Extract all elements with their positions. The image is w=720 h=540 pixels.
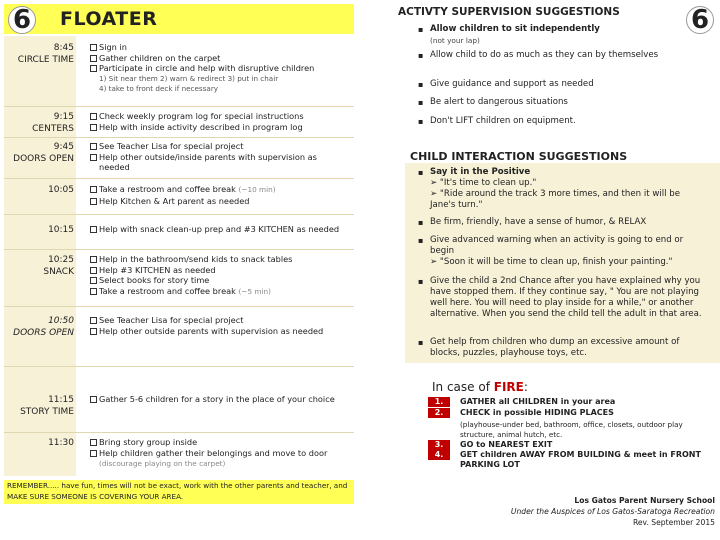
divider xyxy=(4,178,354,179)
supervision-item: ▪ Be alert to dangerous situations xyxy=(430,97,705,108)
fire-heading: In case of FIRE: xyxy=(432,380,528,394)
task-item: Participate in circle and help with disruptive children xyxy=(90,63,350,74)
fire-step: GATHER all CHILDREN in your area xyxy=(460,397,616,406)
page-title: FLOATER xyxy=(60,8,158,30)
slot-tasks xyxy=(90,42,350,95)
slot-time: 10:05 xyxy=(48,185,74,195)
task-item: See Teacher Lisa for special project xyxy=(90,315,350,326)
interaction-item: ▪ Give the child a 2nd Chance after you have explained why you have stopped them. If they continue say, " You are not playing well here. You will need to play inside for a while," or another alternative. When you send the child tell the adult in that area. xyxy=(430,276,705,320)
task-item: Take a restroom and coffee break (~10 min) xyxy=(90,184,350,196)
slot-tasks xyxy=(90,254,350,297)
fire-step-note: (playhouse-under bed, bathroom, office, closets, outdoor play structure, animal hutch, etc. xyxy=(460,420,683,439)
fire-step-number: 4. xyxy=(428,450,450,460)
school-name: Los Gatos Parent Nursery School xyxy=(574,496,715,505)
task-item: Gather children on the carpet xyxy=(90,53,350,64)
task-item: Help other outside parents with supervision as needed xyxy=(90,326,350,337)
slot-time: 9:15 CENTERS xyxy=(32,112,74,134)
fire-step-number: 2. xyxy=(428,408,450,418)
task-item: Take a restroom and coffee break (~5 min) xyxy=(90,286,350,298)
slot-time: 11:15 STORY TIME xyxy=(20,395,74,417)
task-item: Sign in xyxy=(90,42,350,53)
position-badge: 6 xyxy=(686,6,714,34)
slot-tasks xyxy=(90,224,350,235)
task-item: Bring story group inside xyxy=(90,437,350,448)
school-info xyxy=(430,495,715,528)
interaction-item: ▪ Say it in the Positive ➢ "It's time to clean up." ➢ "Ride around the track 3 more times, and then it will be Jane's turn." xyxy=(430,167,705,211)
slot-time: 11:30 xyxy=(48,438,74,448)
task-item: Help with inside activity described in program log xyxy=(90,122,350,133)
divider xyxy=(4,249,354,250)
task-item: Check weekly program log for special instructions xyxy=(90,111,350,122)
supervision-item: ▪ Give guidance and support as needed xyxy=(430,79,705,90)
fire-step: CHECK in possible HIDING PLACES xyxy=(460,408,614,417)
task-note: 4) take to front deck if necessary xyxy=(99,84,219,94)
slot-tasks xyxy=(90,394,350,405)
task-item: Help in the bathroom/send kids to snack tables xyxy=(90,254,350,265)
fire-step: GO to NEAREST EXIT xyxy=(460,440,553,449)
position-badge: 6 xyxy=(8,6,36,34)
interaction-item: ▪ Get help from children who dump an excessive amount of blocks, puzzles, playhouse toys, etc. xyxy=(430,337,705,359)
task-item: Help children gather their belongings and move to door (discourage playing on the carpet) xyxy=(90,448,350,470)
slot-time: 10:15 xyxy=(48,225,74,235)
supervision-item: ▪ Don't LIFT children on equipment. xyxy=(430,116,705,127)
slot-time: 9:45 DOORS OPEN xyxy=(13,142,74,164)
task-item: See Teacher Lisa for special project xyxy=(90,141,350,152)
divider xyxy=(4,306,354,307)
divider xyxy=(4,366,354,367)
divider xyxy=(4,137,354,138)
supervision-title: ACTIVTY SUPERVISION SUGGESTIONS xyxy=(398,6,620,18)
task-item: Help Kitchen & Art parent as needed xyxy=(90,196,350,207)
slot-tasks xyxy=(90,111,350,132)
slot-tasks xyxy=(90,184,350,206)
divider xyxy=(4,432,354,433)
fire-step-number: 3. xyxy=(428,440,450,450)
slot-tasks xyxy=(90,437,350,470)
task-item: Gather 5-6 children for a story in the place of your choice xyxy=(90,394,350,405)
school-auspices: Under the Auspices of Los Gatos-Saratoga Recreation xyxy=(510,507,715,516)
slot-time: 10:25 SNACK xyxy=(43,255,74,277)
slot-time: 10:50 DOORS OPEN xyxy=(13,316,74,338)
revision-date: Rev. September 2015 xyxy=(632,518,715,527)
task-note: 1) Sit near them 2) warn & redirect 3) put in chair xyxy=(99,73,279,83)
slot-tasks xyxy=(90,315,350,336)
task-item: Help with snack clean-up prep and #3 KITCHEN as needed xyxy=(90,224,350,235)
interaction-item: ▪ Give advanced warning when an activity is going to end or begin ➢ "Soon it will be time to clean up, finish your painting." xyxy=(430,235,705,268)
task-item: Select books for story time xyxy=(90,275,350,286)
supervision-item: ▪ Allow child to do as much as they can by themselves xyxy=(430,50,705,61)
fire-step-number: 1. xyxy=(428,397,450,407)
divider xyxy=(4,106,354,107)
floater-header xyxy=(4,4,354,34)
divider xyxy=(4,214,354,215)
task-item: Help other outside/inside parents with supervision as needed xyxy=(90,152,350,173)
fire-step: GET children AWAY FROM BUILDING & meet in FRONT PARKING LOT xyxy=(460,450,701,469)
slot-tasks xyxy=(90,141,350,173)
supervision-item: ▪ Allow children to sit independently (not your lap) xyxy=(430,24,705,47)
slot-time: 8:45 CIRCLE TIME xyxy=(17,43,74,65)
interaction-item: ▪ Be firm, friendly, have a sense of humor, & RELAX xyxy=(430,217,705,228)
task-item: Help #3 KITCHEN as needed xyxy=(90,265,350,276)
reminder-footer: REMEMBER..... have fun, times will not be exact, work with the other parents and teacher, and MAKE SURE SOMEONE IS COVERING YOUR AREA. xyxy=(4,480,354,504)
interaction-title: CHILD INTERACTION SUGGESTIONS xyxy=(410,150,628,163)
